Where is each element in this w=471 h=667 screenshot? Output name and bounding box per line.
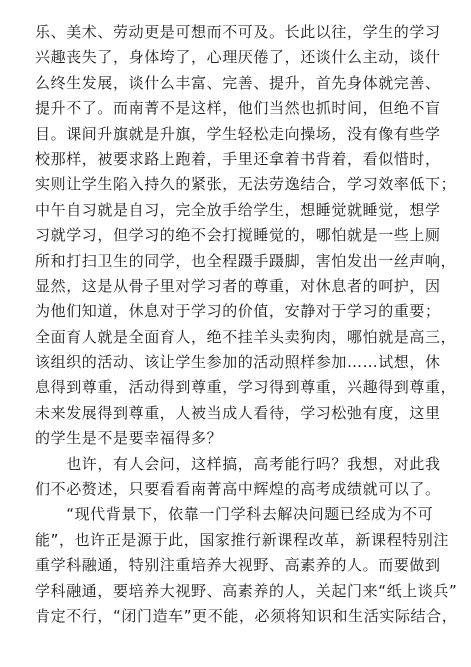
text-line: 兴趣丧失了，身体垮了，心理厌倦了，还谈什么主动，谈什	[35, 48, 441, 67]
text-line: 息得到尊重，活动得到尊重，学习得到尊重，兴趣得到尊重，	[35, 378, 457, 397]
text-line: 该组织的活动、该让学生参加的活动照样参加……试想，休	[35, 353, 441, 372]
text-line: 们不必赘述，只要看看南菁高中辉煌的高考成绩就可以了。	[35, 480, 441, 499]
text-line: 显然，这是从骨子里对学习者的尊重，对休息者的呵护，因	[35, 276, 441, 295]
text-line: “现代背景下，依靠一门学科去解决问题已经成为不可	[35, 505, 434, 524]
text-line: 实则让学生陷入持久的紧张，无法劳逸结合，学习效率低下；	[35, 175, 457, 194]
body-text	[35, 20, 458, 629]
text-line: 乐、美术、劳动更是可想而不可及。长此以往，学生的学习	[35, 23, 441, 41]
text-line: 的学生是不是要幸福得多？	[35, 429, 223, 448]
text-line: 能”，也许正是源于此，国家推行新课程改革，新课程特别注	[35, 530, 449, 549]
text-line: 中午自习就是自习，完全放手给学生，想睡觉就睡觉，想学	[35, 200, 441, 219]
text-line: 所和打扫卫生的同学，也全程蹑手蹑脚，害怕发出一丝声响，	[35, 251, 457, 270]
text-line: 学科融通，要培养大视野、高素养的人，关起门来“纸上谈兵”	[35, 581, 458, 600]
text-line: 也许，有人会问，这样搞，高考能行吗？我想，对此我	[35, 454, 441, 473]
text-line: 目。课间升旗就是升旗，学生轻松走向操场，没有像有些学	[35, 124, 441, 143]
text-line: 校那样，被要求路上跑着，手里还拿着书背着，看似惜时，	[35, 149, 441, 168]
text-line: 为他们知道，休息对于学习的价值，安静对于学习的重要；	[35, 302, 441, 321]
text-line: 全面育人就是全面育人，绝不挂羊头卖狗肉，哪怕就是高三，	[35, 327, 457, 346]
text-line: 未来发展得到尊重，人被当成人看待，学习松弛有度，这里	[35, 403, 441, 422]
text-line: 重学科融通，特别注重培养大视野、高素养的人。而要做到	[35, 556, 441, 575]
text-line: 习就学习，但学习的绝不会打搅睡觉的，哪怕就是一些上厕	[35, 226, 441, 245]
text-line: 肯定不行，“闭门造车”更不能，必须将知识和生活实际结合，	[35, 606, 458, 625]
text-line: 么终生发展，谈什么丰富、完善、提升，首先身体就完善、	[35, 73, 441, 92]
text-line: 提升不了。而南菁不是这样，他们当然也抓时间，但绝不盲	[35, 99, 441, 118]
